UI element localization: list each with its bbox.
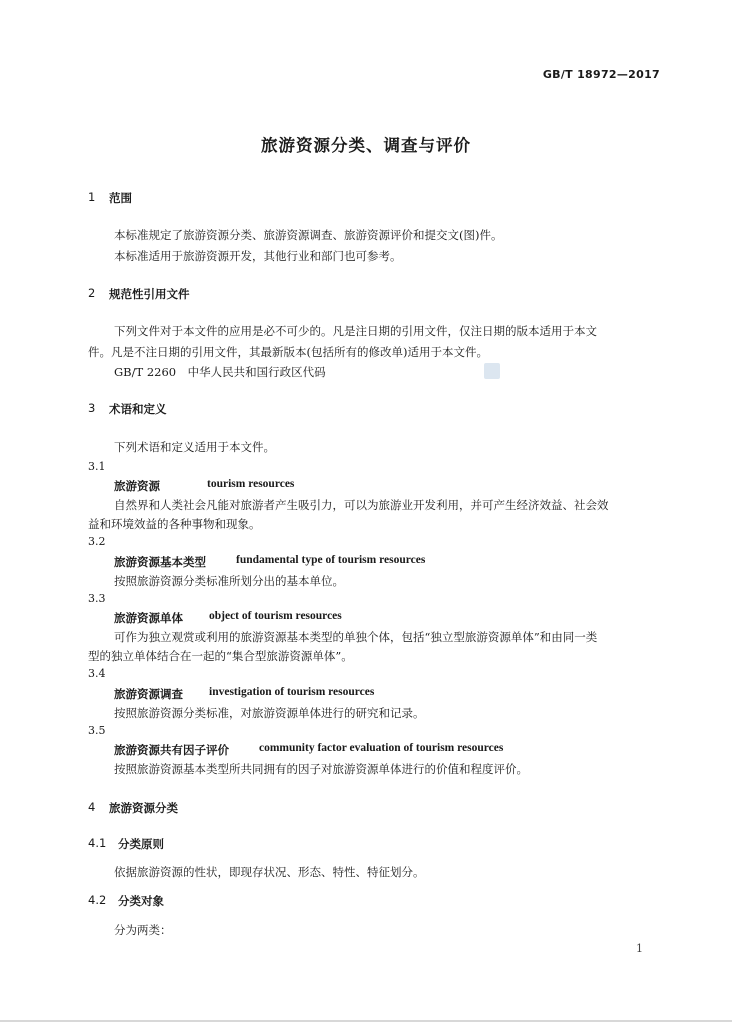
section-1-title: 范围 [109,191,132,205]
subsection-4-2-title: 分类对象 [118,894,164,908]
section-4-title: 旅游资源分类 [109,801,178,815]
section-2-title: 规范性引用文件 [109,287,190,301]
term-number: 3.3 [88,592,106,605]
term-definition-line-2: 型的独立单体结合在一起的“集合型旅游资源单体”。 [88,649,353,663]
term-definition-line-1: 自然界和人类社会凡能对旅游者产生吸引力，可以为旅游业开发利用，并可产生经济效益、社会效 [114,498,609,512]
term-definition-line-1: 按照旅游资源分类标准所划分出的基本单位。 [114,574,344,588]
section-4-number: 4 [88,800,96,814]
term-number: 3.4 [88,667,106,680]
section-2-paragraph-line-2: 件。凡是不注日期的引用文件，其最新版本(包括所有的修改单)适用于本文件。 [88,345,488,359]
term-definition-line-1: 可作为独立观赏或利用的旅游资源基本类型的单独个体，包括“独立型旅游资源单体”和由同一类 [114,630,598,644]
subsection-4-1-text: 依据旅游资源的性状，即现存状况、形态、特性、特征划分。 [114,865,425,879]
page-bottom-border [0,1020,732,1022]
section-3-intro: 下列术语和定义适用于本文件。 [114,440,275,454]
section-3-title: 术语和定义 [109,402,167,416]
term-english: community factor evaluation of tourism resources [259,742,504,754]
term-chinese: 旅游资源单体 [114,611,183,625]
section-2-paragraph-line-1: 下列文件对于本文件的应用是必不可少的。凡是注日期的引用文件，仅注日期的版本适用于本文 [114,324,597,338]
section-1-paragraph-2: 本标准适用于旅游资源开发，其他行业和部门也可参考。 [114,249,402,263]
term-number: 3.1 [88,460,106,473]
subsection-4-1-title: 分类原则 [118,837,164,851]
term-definition-line-1: 按照旅游资源分类标准，对旅游资源单体进行的研究和记录。 [114,706,425,720]
watermark-stamp [484,363,500,379]
section-3-number: 3 [88,401,96,415]
term-chinese: 旅游资源共有因子评价 [114,743,229,757]
normative-reference: GB/T 2260 中华人民共和国行政区代码 [114,365,326,379]
term-english: investigation of tourism resources [209,686,375,698]
section-1-paragraph-1: 本标准规定了旅游资源分类、旅游资源调查、旅游资源评价和提交文(图)件。 [114,228,503,242]
term-english: fundamental type of tourism resources [236,554,426,566]
section-2-number: 2 [88,286,96,300]
term-chinese: 旅游资源 [114,479,160,493]
term-english: tourism resources [207,478,295,490]
term-english: object of tourism resources [209,610,342,622]
section-1-number: 1 [88,190,96,204]
term-chinese: 旅游资源调查 [114,687,183,701]
term-definition-line-2: 益和环境效益的各种事物和现象。 [88,517,261,531]
term-definition-line-1: 按照旅游资源基本类型所共同拥有的因子对旅游资源单体进行的价值和程度评价。 [114,762,528,776]
subsection-4-2-text: 分为两类： [114,923,172,937]
term-number: 3.5 [88,724,106,737]
subsection-4-1-number: 4.1 [88,836,107,850]
term-number: 3.2 [88,535,106,548]
document-title: 旅游资源分类、调查与评价 [261,136,471,155]
standard-number: GB/T 18972—2017 [542,68,660,81]
term-chinese: 旅游资源基本类型 [114,555,206,569]
subsection-4-2-number: 4.2 [88,893,107,907]
page-number: 1 [636,942,643,955]
